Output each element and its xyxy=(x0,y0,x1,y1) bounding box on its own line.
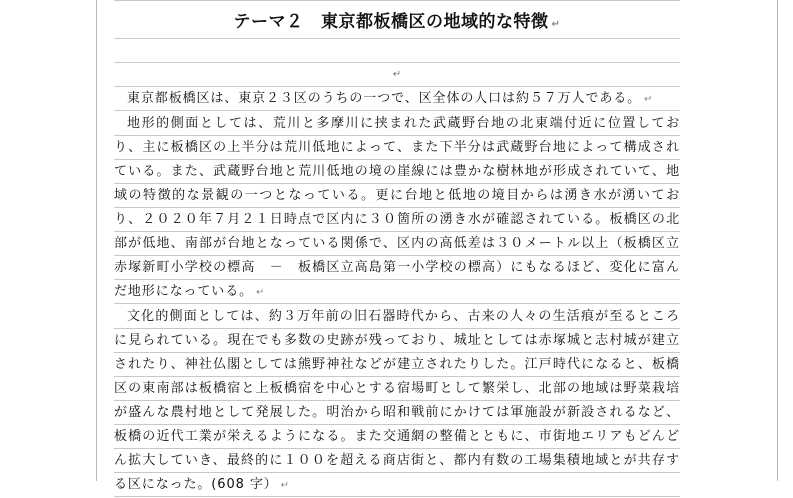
page-margin-left xyxy=(96,0,97,481)
paragraph-mark-icon: ↵ xyxy=(551,19,561,30)
paragraph-text: 文化的側面としては、約３万年前の旧石器時代から、古来の人々の生活痕が至るところに見られている。現在でも多数の史跡が残っており、城址としては赤塚城と志村城が建立されたり、神社仏閣としては熊野神社などが建立されたりした。江戸時代になると、板橋区の東南部は板橋宿と上板橋宿を中心とする宿場町として繁栄し、北部の地域は野菜栽培が盛んな農村地として発展した。明治から昭和戦前にかけては軍施設が新設されるなど、板橋の近代工業が栄えるようになる。また交通網の整備とともに、市街地エリアもどんどん拡大していき、最終的に１００を超える商店街と、都内有数の工場集積地域とが共存する区になった。(608 字） xyxy=(114,309,680,492)
blank-line[interactable] xyxy=(114,39,680,63)
paragraph-mark-icon: ↵ xyxy=(644,94,654,105)
empty-paragraph[interactable] xyxy=(114,63,680,87)
paragraph-mark-icon: ↵ xyxy=(280,480,290,491)
paragraph-text: 東京都板橋区は、東京２３区のうちの一つで、区全体の人口は約５７万人である。 xyxy=(127,91,642,106)
paragraph-culture[interactable] xyxy=(114,305,680,498)
paragraph-geography[interactable] xyxy=(114,112,680,305)
paragraph-mark-icon: ↵ xyxy=(392,69,402,80)
page-margin-right xyxy=(777,0,778,481)
paragraph-population[interactable] xyxy=(114,87,680,112)
document-title-text: テーマ２ 東京都板橋区の地域的な特徴 xyxy=(233,12,549,32)
paragraph-text: 地形的側面としては、荒川と多摩川に挟まれた武蔵野台地の北東端付近に位置しており、主に板橋区の上半分は荒川低地によって、また下半分は武蔵野台地によって構成されている。また、武蔵野台地と荒川低地の境の崖線には豊かな樹林地が形成されていて、地域の特徴的な景観の一つとなっている。更に台地と低地の境目からは湧き水が湧いており、２０２０年７月２１日時点で区内に３０箇所の湧き水が確認されている。板橋区の北部が低地、南部が台地となっている関係で、区内の高低差は３０メートル以上（板橋区立赤塚新町小学校の標高 － 板橋区立高島第一小学校の標高）にもなるほど、変化に富んだ地形になっている。 xyxy=(114,116,680,299)
paragraph-mark-icon: ↵ xyxy=(256,287,266,298)
document-title[interactable] xyxy=(114,1,680,39)
document-body[interactable] xyxy=(114,0,680,498)
